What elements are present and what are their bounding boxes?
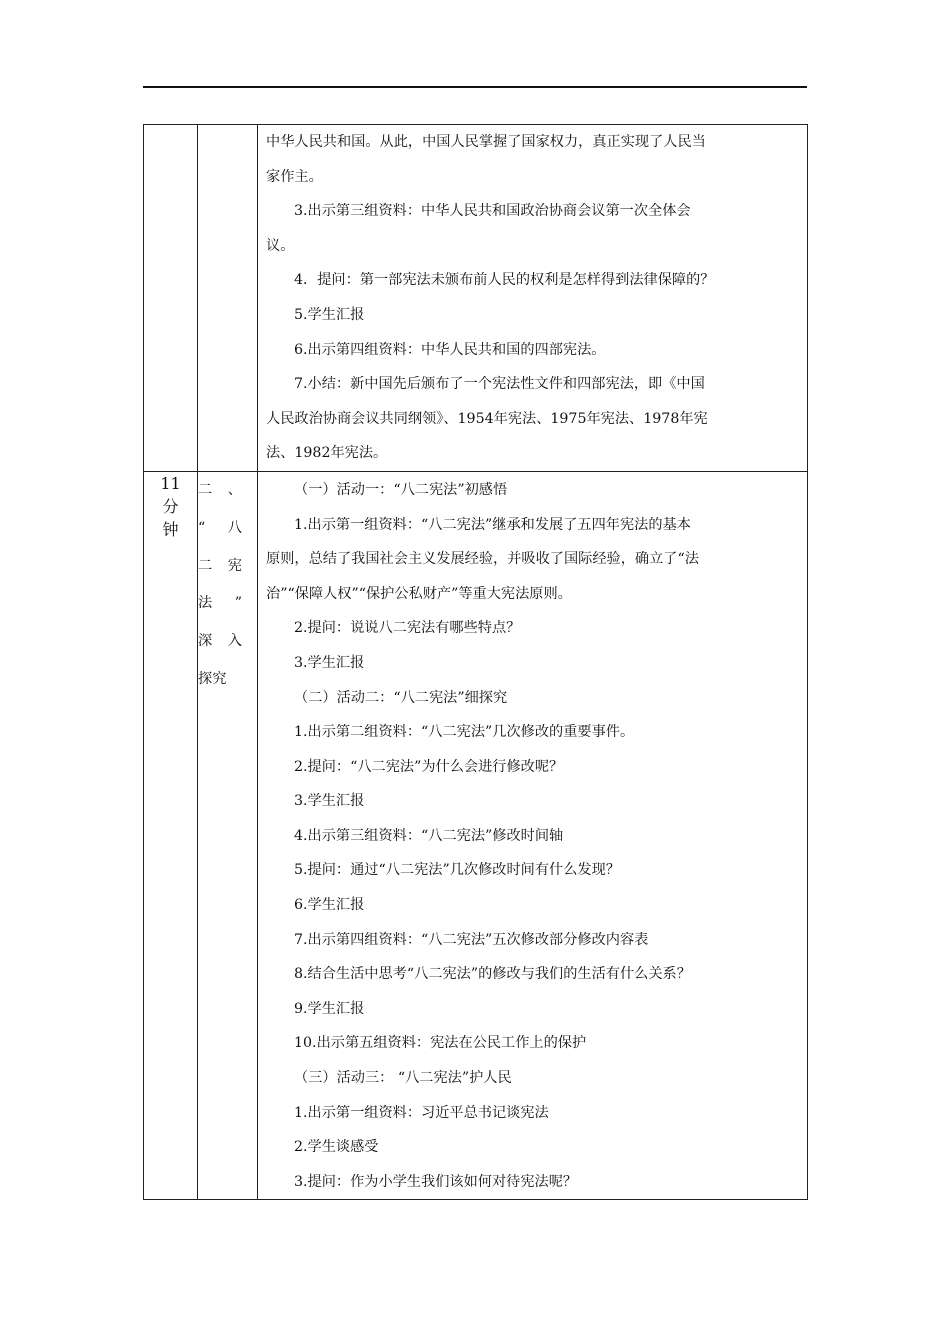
text-line: 9.学生汇报: [294, 1000, 365, 1017]
stage-cell: [198, 471, 258, 1199]
stage-char: 法: [198, 595, 213, 612]
text-line: 3.出示第三组资料：中华人民共和国政治协商会议第一次全体会: [294, 203, 691, 220]
lesson-plan-table: [143, 124, 808, 1200]
text-line: 6.学生汇报: [294, 897, 365, 914]
time-text: 11: [160, 473, 181, 493]
time-cell: [144, 471, 198, 1199]
text-line: 10.出示第五组资料：宪法在公民工作上的保护: [294, 1035, 587, 1052]
text-line: 法、1982年宪法。: [266, 445, 388, 462]
text-line: 1.出示第一组资料：习近平总书记谈宪法: [294, 1104, 549, 1121]
time-cell-empty: [144, 125, 198, 472]
text-line: 4.出示第三组资料：“八二宪法”修改时间轴: [294, 827, 564, 844]
text-line: 2.提问：说说八二宪法有哪些特点？: [294, 620, 521, 637]
stage-char: 八: [227, 519, 242, 536]
time-text: 分: [162, 496, 179, 516]
stage-char: 二: [198, 481, 213, 498]
time-text: 钟: [162, 519, 179, 539]
content-cell: [258, 471, 808, 1199]
text-line: （一）活动一：“八二宪法”初感悟: [294, 481, 508, 498]
text-line: 3.学生汇报: [294, 654, 365, 671]
table-row-continued: [144, 125, 808, 472]
table-row-section-2: [144, 471, 808, 1199]
stage-char: ”: [234, 595, 242, 612]
stage-char: 宪: [227, 557, 242, 574]
text-line: 3.学生汇报: [294, 793, 365, 810]
content-cell: [258, 125, 808, 472]
stage-char: 深: [198, 633, 213, 650]
text-line: 1.出示第一组资料：“八二宪法”继承和发展了五四年宪法的基本: [294, 516, 691, 533]
text-line: （三）活动三： “八二宪法”护人民: [294, 1070, 512, 1087]
text-line: 5.学生汇报: [294, 306, 365, 323]
stage-char: “: [198, 519, 206, 536]
text-line: 治”“保障人权”“保护公私财产”等重大宪法原则。: [266, 585, 572, 602]
text-line: （二）活动二：“八二宪法”细探究: [294, 689, 508, 706]
stage-char: 入: [227, 633, 242, 650]
text-line: 1.出示第二组资料：“八二宪法”几次修改的重要事件。: [294, 724, 635, 741]
text-line: 中华人民共和国。从此，中国人民掌握了国家权力，真正实现了人民当: [266, 134, 706, 150]
text-line: 7.出示第四组资料：“八二宪法”五次修改部分修改内容表: [294, 931, 649, 948]
text-line: 2.学生谈感受: [294, 1139, 379, 1156]
text-line: 6.出示第四组资料：中华人民共和国的四部宪法。: [294, 341, 606, 358]
text-line: 原则，总结了我国社会主义发展经验，并吸收了国际经验，确立了“法: [266, 551, 699, 568]
text-line: 人民政治协商会议共同纲领》、1954年宪法、1975年宪法、1978年宪: [266, 410, 708, 427]
stage-char: 二: [198, 557, 213, 574]
stage-cell-empty: [198, 125, 258, 472]
text-line: 8.结合生活中思考“八二宪法”的修改与我们的生活有什么关系？: [294, 966, 691, 983]
text-line: 家作主。: [266, 168, 323, 185]
text-line: 5.提问：通过“八二宪法”几次修改时间有什么发现？: [294, 862, 620, 879]
stage-char: 探究: [198, 670, 227, 687]
text-line: 4．提问：第一部宪法未颁布前人民的权利是怎样得到法律保障的？: [294, 272, 715, 289]
text-line: 2.提问：“八二宪法”为什么会进行修改呢？: [294, 758, 564, 775]
text-line: 议。: [266, 237, 295, 254]
text-line: 3.提问：作为小学生我们该如何对待宪法呢？: [294, 1173, 578, 1190]
stage-char: 、: [227, 481, 242, 498]
header-rule: [143, 86, 807, 88]
text-line: 7.小结：新中国先后颁布了一个宪法性文件和四部宪法，即《中国: [294, 376, 705, 393]
